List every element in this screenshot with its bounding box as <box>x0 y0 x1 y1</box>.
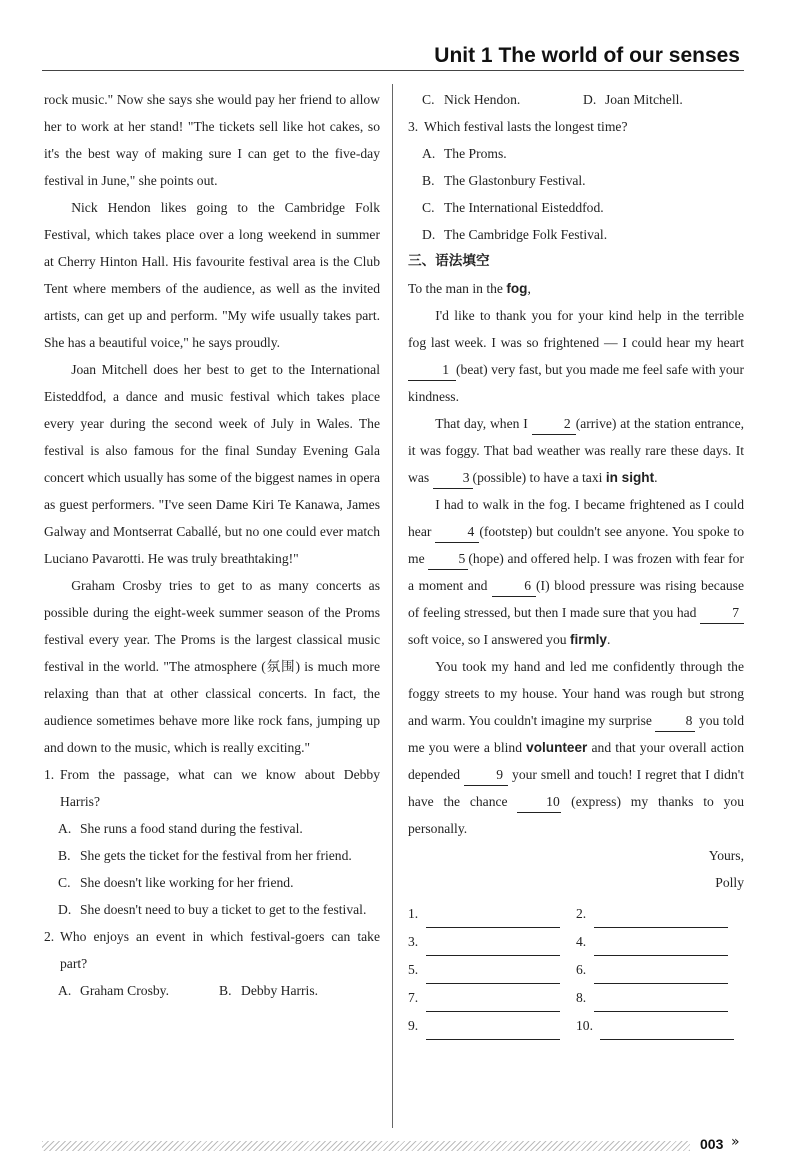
header-rule <box>42 70 744 71</box>
answer-row <box>408 956 744 984</box>
letter-text: soft voice, so I answered you <box>408 632 570 647</box>
option-label: D. <box>583 92 597 107</box>
left-column <box>44 86 380 1004</box>
blank-4[interactable]: 4 <box>435 522 479 543</box>
question-2 <box>44 923 380 1004</box>
answer-row <box>408 984 744 1012</box>
answer-cell-4 <box>576 928 744 956</box>
answer-cell-6 <box>576 956 744 984</box>
column-divider <box>392 84 393 1128</box>
letter-text: (arrive) at the station entrance, it was foggy. That bad weather was really rare these days. It was <box>408 416 744 485</box>
option-label: B. <box>219 983 232 998</box>
option-text: She doesn't need to buy a ticket to get to the festival. <box>80 902 367 917</box>
section-title: 三、语法填空 <box>408 253 490 269</box>
answer-label: 10. <box>576 1018 593 1033</box>
question-number: 3. <box>408 119 419 134</box>
question-1 <box>44 761 380 923</box>
letter-paragraph-4 <box>408 653 744 842</box>
letter-signature: Polly <box>715 875 744 890</box>
passage-paragraph-4: Graham Crosby tries to get to as many concerts as possible during the eight-week summer season of the Proms festival every year. The Proms is the largest classical music festival in the world. "The atmosphere (氛围) is much more relaxing than that at other classical concerts. In fact, the audience sometimes behave more like rock fans, jumping up and down to the music, which is really exciting." <box>44 578 380 755</box>
option-text: Joan Mitchell. <box>605 92 683 107</box>
option-a <box>58 977 219 1004</box>
footer-hatch-decoration <box>42 1141 690 1151</box>
question-number: 2. <box>44 929 55 944</box>
option-row-cd <box>408 86 744 113</box>
answer-line-10[interactable] <box>600 1021 734 1040</box>
letter-text: . <box>606 632 611 647</box>
answer-lines <box>408 900 744 1040</box>
salutation-text: To the man in the <box>408 281 507 296</box>
option-label: A. <box>58 983 72 998</box>
answer-label: 7. <box>408 990 419 1005</box>
option-text: The Proms. <box>444 146 507 161</box>
question-3 <box>408 113 744 248</box>
bold-phrase: in sight <box>605 470 655 485</box>
answer-line-6[interactable] <box>594 965 728 984</box>
letter-text: (hope) and offered help. I was frozen with fear for a moment and <box>408 551 744 593</box>
blank-9[interactable]: 9 <box>464 765 508 786</box>
option-b <box>219 977 380 1004</box>
answer-line-2[interactable] <box>594 909 728 928</box>
blank-1[interactable]: 1 <box>408 360 456 381</box>
answer-cell-10 <box>576 1012 744 1040</box>
letter-text: your smell and touch! I regret that I didn't have the chance <box>408 767 745 809</box>
answer-cell-5 <box>408 956 576 984</box>
option-c <box>408 194 744 221</box>
bold-word: volunteer <box>526 740 588 755</box>
letter-text: That day, when I <box>435 416 532 431</box>
option-text: She gets the ticket for the festival from her friend. <box>80 848 352 863</box>
question-text: From the passage, what can we know about Debby Harris? <box>60 767 380 809</box>
option-label: D. <box>422 227 436 242</box>
letter-text: You took my hand and led me confidently through the foggy streets to my house. Your hand was rough but strong and warm. You couldn't imagine my surprise <box>408 659 744 728</box>
blank-8[interactable]: 8 <box>655 711 695 732</box>
option-d <box>44 896 380 923</box>
page-number: 003 <box>700 1136 724 1152</box>
answer-label: 3. <box>408 934 419 949</box>
letter-text: (I) blood pressure was rising because of feeling stressed, but then I made sure that you had <box>408 578 744 620</box>
page-arrow-icon: » <box>731 1134 740 1150</box>
option-label: B. <box>422 173 435 188</box>
letter-paragraph-1 <box>408 302 744 410</box>
option-text: Graham Crosby. <box>80 983 169 998</box>
letter-text: I had to walk in the fog. I became frightened as I could hear <box>408 497 744 539</box>
option-label: C. <box>422 92 435 107</box>
answer-line-3[interactable] <box>426 937 560 956</box>
option-a <box>408 140 744 167</box>
option-b <box>408 167 744 194</box>
option-label: D. <box>58 902 72 917</box>
answer-line-4[interactable] <box>594 937 728 956</box>
answer-cell-7 <box>408 984 576 1012</box>
answer-line-5[interactable] <box>426 965 560 984</box>
salutation-punct: , <box>527 281 531 296</box>
letter-paragraph-2 <box>408 410 744 491</box>
question-text: Which festival lasts the longest time? <box>424 119 628 134</box>
passage-paragraph-2: Nick Hendon likes going to the Cambridge Folk Festival, which takes place over a long weekend in summer at Cherry Hinton Hall. His favourite festival area is the Club Tent where members of the audience, as well as the invited artists, can get up and perform. "My wife usually takes part. She has a beautiful voice," he says proudly. <box>44 200 380 350</box>
answer-row <box>408 928 744 956</box>
option-text: She doesn't like working for her friend. <box>80 875 294 890</box>
option-b <box>44 842 380 869</box>
option-text: The International Eisteddfod. <box>444 200 604 215</box>
right-column <box>408 86 744 1040</box>
blank-10[interactable]: 10 <box>517 792 561 813</box>
option-row-ab <box>44 977 380 1004</box>
blank-3[interactable]: 3 <box>433 468 473 489</box>
answer-label: 8. <box>576 990 587 1005</box>
letter-text: and that your overall action depended <box>408 740 744 782</box>
option-text: The Glastonbury Festival. <box>444 173 586 188</box>
answer-row <box>408 900 744 928</box>
answer-label: 1. <box>408 906 419 921</box>
question-text: Who enjoys an event in which festival-goers can take part? <box>60 929 380 971</box>
option-text: She runs a food stand during the festival. <box>80 821 303 836</box>
answer-cell-9 <box>408 1012 576 1040</box>
bold-word: fog <box>506 281 528 296</box>
answer-label: 4. <box>576 934 587 949</box>
answer-label: 6. <box>576 962 587 977</box>
blank-2[interactable]: 2 <box>532 414 576 435</box>
letter-text: (beat) very fast, but you made me feel safe with your kindness. <box>408 362 745 404</box>
option-text: Nick Hendon. <box>444 92 521 107</box>
option-label: C. <box>58 875 71 890</box>
option-a <box>44 815 380 842</box>
option-label: A. <box>58 821 72 836</box>
option-text: Debby Harris. <box>241 983 319 998</box>
letter-closing: Yours, <box>708 848 744 863</box>
question-number: 1. <box>44 767 55 782</box>
answer-line-8[interactable] <box>594 993 728 1012</box>
option-d <box>408 221 744 248</box>
unit-header-title: Unit 1 The world of our senses <box>434 44 740 67</box>
passage-paragraph-3: Joan Mitchell does her best to get to the International Eisteddfod, a dance and music festival which takes place every year during the second week of July in Wales. The festival is also famous for the final Sunday Evening Gala concert which usually has some of the biggest names in opera as guest performers. "I've seen Dame Kiri Te Kanawa, James Galway and Montserrat Caballé, but no one could ever match Luciano Pavarotti. He was truly breathtaking!" <box>44 362 380 566</box>
option-d <box>583 86 744 113</box>
letter-text: you told me you were a blind <box>408 713 744 755</box>
answer-label: 2. <box>576 906 587 921</box>
option-c <box>44 869 380 896</box>
option-c <box>422 86 583 113</box>
letter-text: (express) my thanks to you personally. <box>408 794 744 836</box>
answer-line-9[interactable] <box>426 1021 560 1040</box>
bold-word: firmly <box>569 632 607 647</box>
blank-5[interactable]: 5 <box>428 549 468 570</box>
passage-paragraph-1: rock music." Now she says she would pay her friend to allow her to work at her stand! "The tickets sell like hot cakes, so it's the best way of making sure I can get to the five-day festival in June," she points out. <box>44 92 380 188</box>
answer-label: 5. <box>408 962 419 977</box>
answer-cell-2 <box>576 900 744 928</box>
letter-text: I'd like to thank you for your kind help in the terrible fog last week. I was so frightened — I could hear my heart <box>408 308 744 350</box>
answer-line-1[interactable] <box>426 909 560 928</box>
answer-label: 9. <box>408 1018 419 1033</box>
option-text: The Cambridge Folk Festival. <box>444 227 608 242</box>
letter-text: (footstep) but couldn't see anyone. You spoke to me <box>408 524 744 566</box>
blank-6[interactable]: 6 <box>492 576 536 597</box>
answer-cell-3 <box>408 928 576 956</box>
letter-text: . <box>654 470 658 485</box>
letter-salutation <box>408 275 744 302</box>
letter-text: (possible) to have a taxi <box>472 470 606 485</box>
blank-7[interactable]: 7 <box>700 603 744 624</box>
option-label: B. <box>58 848 71 863</box>
letter-paragraph-3 <box>408 491 744 653</box>
answer-line-7[interactable] <box>426 993 560 1012</box>
answer-cell-8 <box>576 984 744 1012</box>
answer-cell-1 <box>408 900 576 928</box>
answer-row <box>408 1012 744 1040</box>
option-label: A. <box>422 146 436 161</box>
option-label: C. <box>422 200 435 215</box>
